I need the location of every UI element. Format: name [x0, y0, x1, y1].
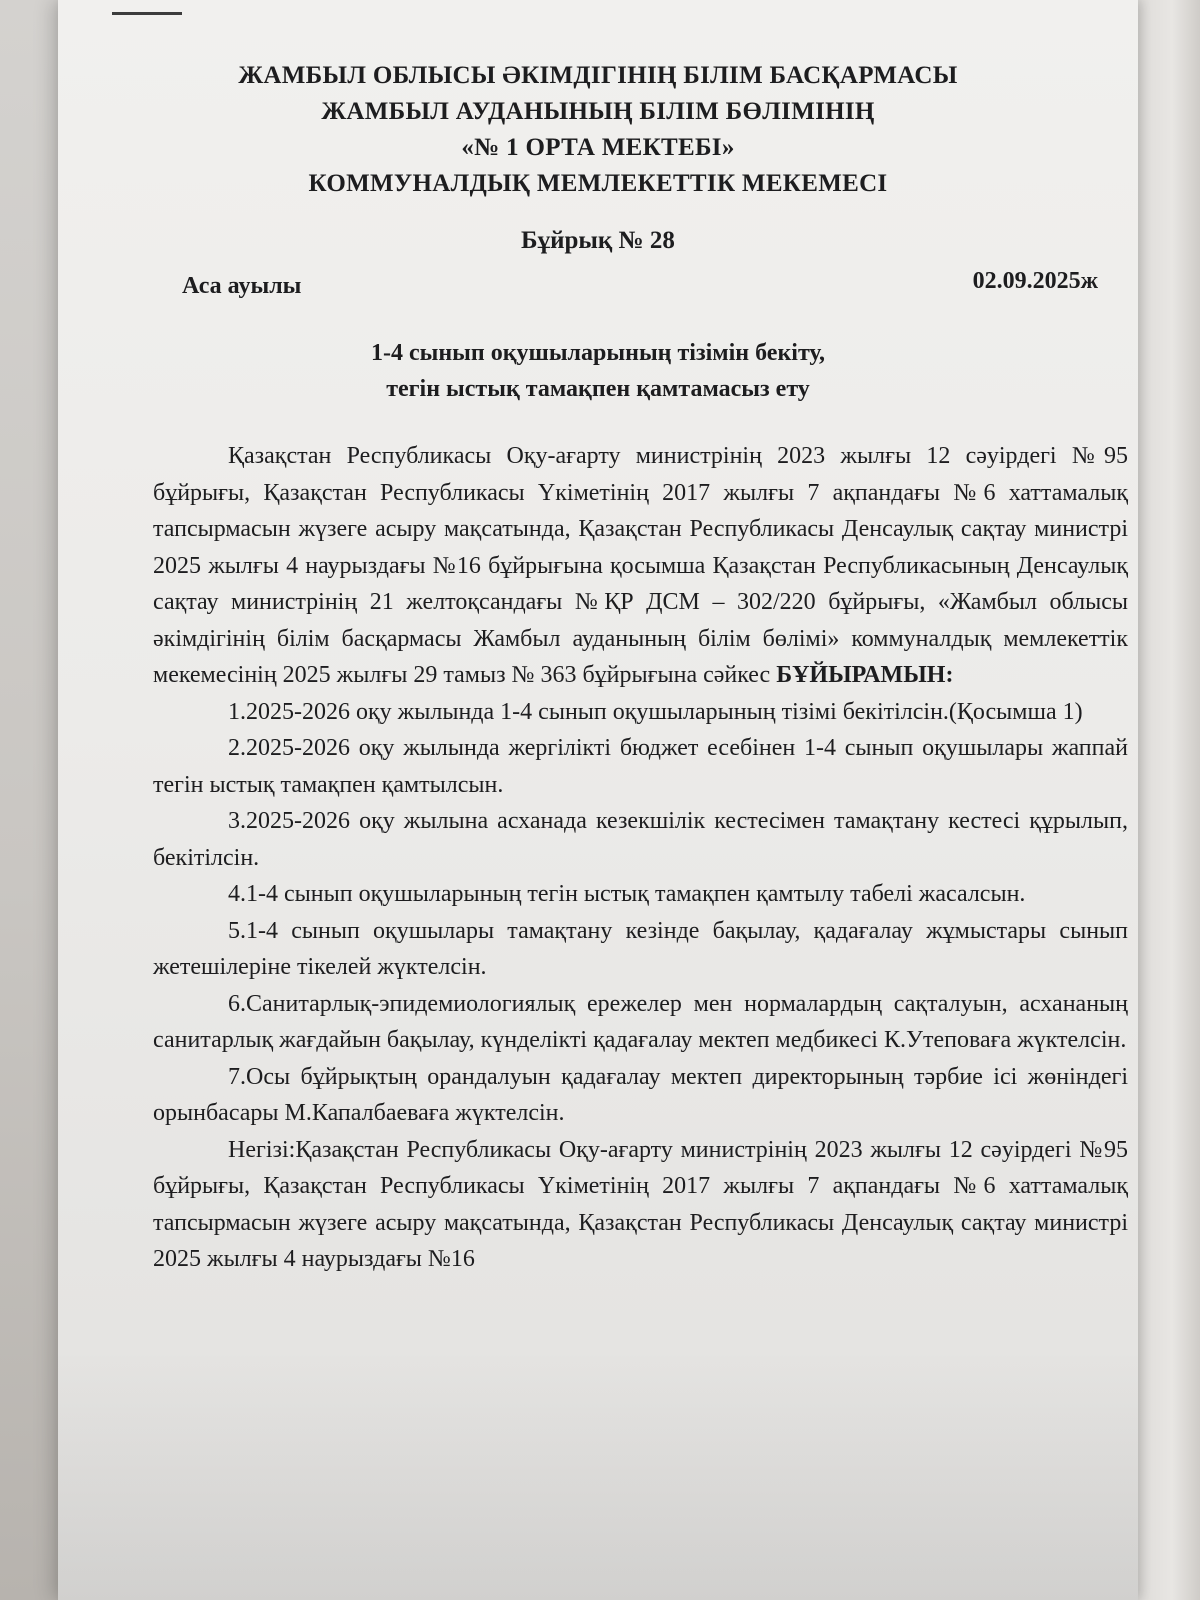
- header-line: КОММУНАЛДЫҚ МЕМЛЕКЕТТІК МЕКЕМЕСІ: [308, 170, 888, 197]
- document-page: [58, 0, 1138, 1600]
- order-date: 02.09.2025ж: [972, 268, 1098, 294]
- basis-paragraph: Негізі:Қазақстан Республикасы Оқу-ағарту министрінің 2023 жылғы 12 сәуірдегі №95 бұйрығы, Қазақстан Республикасы Үкіметінің 2017 жылғы 7 ақпандағы №6 хаттамалық тапсырмасын жүзеге асыру мақсатында, Қазақстан Республикасы Денсаулық сақтау министрі 2025 жылғы 4 наурыздағы №16: [153, 1136, 1128, 1272]
- header-line: ЖАМБЫЛ АУДАНЫНЫҢ БІЛІМ БӨЛІМІНІҢ: [321, 98, 875, 125]
- order-item: 5.1-4 сынып оқушылары тамақтану кезінде бақылау, қадағалау жұмыстары сынып жетешілеріне тікелей жүктелсін.: [153, 917, 1128, 980]
- background-sheet: [1130, 0, 1200, 1600]
- subject-line: тегін ыстық тамақпен қамтамасыз ету: [386, 376, 810, 402]
- order-item: 2.2025-2026 оқу жылында жергілікті бюджет есебінен 1-4 сынып оқушылары жаппай тегін ыстық тамақпен қамтылсын.: [153, 735, 1128, 798]
- order-item: 1.2025-2026 оқу жылында 1-4 сынып оқушыларының тізімі бекітілсін.(Қосымша 1): [228, 698, 1083, 725]
- header-line: «№ 1 ОРТА МЕКТЕБІ»: [461, 134, 735, 161]
- preamble-text: Қазақстан Республикасы Оқу-ағарту министрінің 2023 жылғы 12 сәуірдегі №95 бұйрығы, Қазақстан Республикасы Үкіметінің 2017 жылғы 7 ақпандағы №6 хаттамалық тапсырмасын жүзеге асыру мақсатында, Қазақстан Республикасы Денсаулық сақтау министрі 2025 жылғы 4 наурыздағы №16 бұйрығына қосымша Қазақстан Республикасының Денсаулық сақтау министрінің 21 желтоқсандағы №ҚР ДСМ – 302/220 бұйрығы, «Жамбыл облысы әкімдігінің білім басқармасы Жамбыл ауданының білім бөлімі» коммуналдық мемлекеттік мекемесінің 2025 жылғы 29 тамыз № 363 бұйрығына сәйкес: [153, 443, 1128, 688]
- preamble-paragraph: [153, 438, 1128, 694]
- order-place: Аса ауылы: [182, 273, 302, 299]
- document-body: [153, 438, 1128, 1278]
- staple-mark: [112, 12, 182, 15]
- order-number: Бұйрық № 28: [521, 227, 675, 254]
- order-item: 7.Осы бұйрықтың орандалуын қадағалау мектеп директорының тәрбие ісі жөніндегі орынбасары М.Капалбаеваға жүктелсін.: [153, 1063, 1128, 1126]
- header-line: ЖАМБЫЛ ОБЛЫСЫ ӘКІМДІГІНІҢ БІЛІМ БАСҚАРМАСЫ: [238, 62, 958, 89]
- order-item: 3.2025-2026 оқу жылына асханада кезекшілік кестесімен тамақтану кестесі құрылып, бекітілсін.: [153, 808, 1128, 871]
- decree-word: БҰЙЫРАМЫН:: [776, 662, 954, 688]
- order-item: 4.1-4 сынып оқушыларының тегін ыстық тамақпен қамтылу табелі жасалсын.: [228, 881, 1026, 907]
- order-item: 6.Санитарлық-эпидемиологиялық ережелер мен нормалардың сақталуын, асхананың санитарлық жағдайын бақылау, күнделікті қадағалау мектеп медбикесі К.Утеповаға жүктелсін.: [153, 990, 1128, 1053]
- order-subject: [58, 335, 1138, 407]
- subject-line: 1-4 сынып оқушыларының тізімін бекіту,: [370, 340, 826, 366]
- document-header: [58, 58, 1138, 202]
